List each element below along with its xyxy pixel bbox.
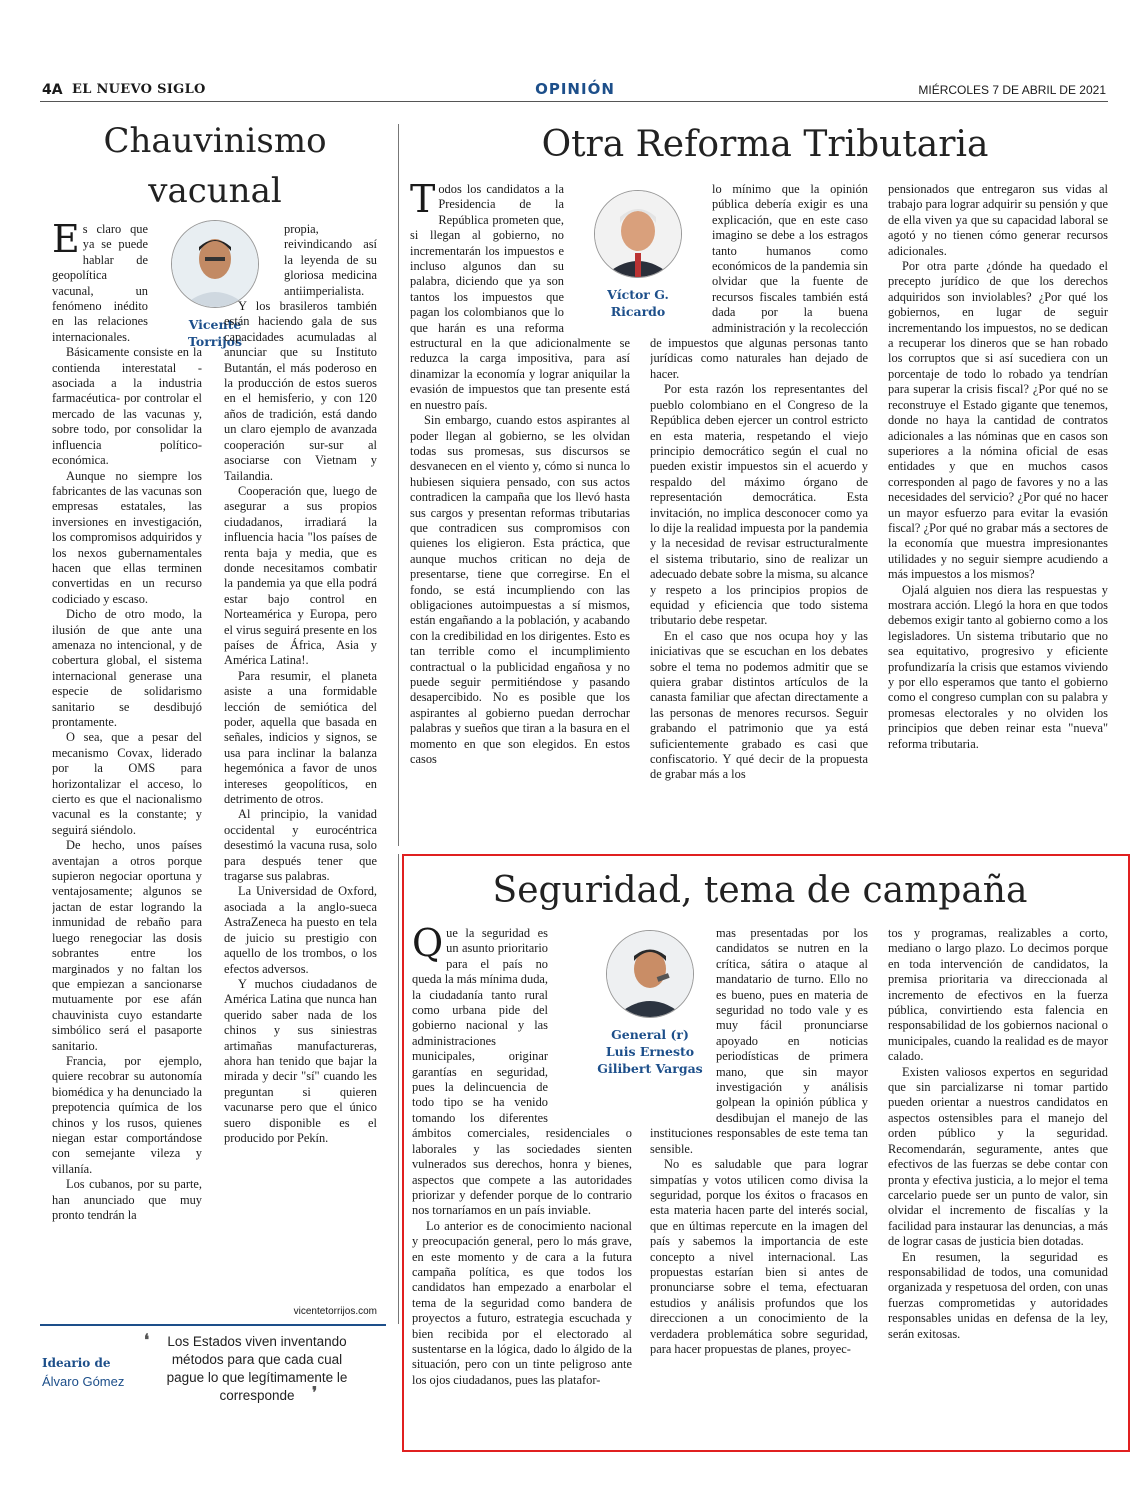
paragraph: Y los brasileros también están haciendo gala de sus capacidades acumuladas al anunciar que su Instituto Butantán, el más poderoso en la producción de estos sueros en el hemisferio, y con 120 años de tradición, está dando un claro ejemplo de avanzada cooperación sur-sur al asociarse con Vietnam y Tailandia. <box>224 299 377 483</box>
paragraph: tos y programas, realizables a corto, mediano o largo plazo. Lo decimos porque en toda intervención de candidatos, la premisa prioritaria va direccionada al incremento de efectivos en la fuerza pública, convirtiendo esta falencia en responsabilidad de los gobiernos nacional o municipales, cuando la realidad es de mayor calado. <box>888 926 1108 1064</box>
ideario-author: Álvaro Gómez <box>42 1374 125 1389</box>
author-name-line: General (r) <box>611 1027 689 1042</box>
paragraph: Ojalá alguien nos diera las respuestas y mostrara acción. Llegó la hora en que todos debemos exigir tanto al gobierno como a los legisladores. Un sistema tributario que no sea equitativo, progresivo y eficiente profundizaría la crisis que estamos viviendo y por ello esperamos que tanto el gobierno como el congreso cumplan con su palabra y promesas electorales y no olviden los principios que deben reinar esta "nueva" reforma tributaria. <box>888 582 1108 751</box>
paragraph: Francia, por ejemplo, quiere recobrar su autonomía biomédica y ha denunciado la prepotencia química de los chinos y los rusos, quienes niegan estar comportándose con semejante vileza y villanía. <box>52 1053 202 1176</box>
dropcap: E <box>52 222 80 261</box>
issue-date: MIÉRCOLES 7 DE ABRIL DE 2021 <box>918 83 1106 97</box>
section-title: OPINIÓN <box>535 80 615 98</box>
paragraph: lo mínimo que la opinión pública debería exigir es una explicación, que en este caso imagino se debe a los estragos tanto humanos como económicos de la pandemia sin olvidar que la fuente de recursos fiscales también está dada por la buena administración y la recolección de impuestos que algunas personas tanto jurídicas como naturales han dejado de hacer. <box>650 182 868 381</box>
paragraph: Y muchos ciudadanos de América Latina que nunca han querido saber nada de los chinos y sus siniestras artimañas manufactureras, ahora han tenido que bajar la mirada y decir "sí" cuando les preguntan si quieren vacunarse pero que el único suero disponible es el producido por Pekín. <box>224 976 377 1145</box>
paragraph: Cooperación que, luego de asegurar a sus propios ciudadanos, irradiará la influencia hacia "los países de renta baja y media, que es donde necesitamos combatir la pandemia ya que ella podrá estar bajo control en Norteamérica y Europa, pero el virus seguirá presente en los países de África, Asia y América Latina!. <box>224 483 377 668</box>
article-column <box>888 926 1108 1434</box>
article-title: Chauvinismo vacunal <box>103 121 327 211</box>
paragraph: De hecho, unos países aventajan a otros porque supieron negociar oportuna y ventajosamente; algunos se jactan de estar logrando la inmunidad de rebaño para luego renegociar las dosis sobrantes entre los marginados y no faltan los que empiezan a sancionarse mutuamente por ese afán chauvinista cuyo estandarte simbólico será el pasaporte sanitario. <box>52 838 202 1053</box>
author-name: Vicente Torrijos <box>187 317 243 349</box>
paragraph: Básicamente consiste en la contienda interestatal -asociada a la industria farmacéutica- por controlar el mercado de las vacunas y, sobre todo, por consolidar la influencia político-económica. <box>52 345 202 468</box>
paragraph: Sin embargo, cuando estos aspirantes al poder llegan al gobierno, se les olvidan todas sus promesas, sus discursos se desvanecen en el viento y, cómo si nunca lo hubiesen siquiera pensado, con sus actos contradicen la campaña que los llevó hasta sus cargos y presentan reformas tributarias que contradicen sus compromisos con quienes los eligieron. Esta práctica, que aunque muchos critican no deja de presentarse, tiene que corregirse. En el fondo, se está incumpliendo con las obligaciones autoimpuestas a sí mismos, están engañando a la población, y acabando con la credibilidad en los dirigentes. Esto es tan terrible como el incumplimiento contractual o la publicidad engañosa y no puede seguir permitiéndose y pasando desapercibido. No es posible que los aspirantes al gobierno puedan derrochar palabras y sueños que tiran a la basura en el momento en que son elegidos. En estos casos <box>410 413 630 767</box>
dropcap: T <box>410 182 436 221</box>
paragraph: Lo anterior es de conocimiento nacional y preocupación general, pero lo más grave, en este momento y de cara a la futura campaña política, es que todos los candidatos han empezado a enarbolar el tema de la seguridad como bandera de proyectos a futuro, estrategia escuchada y bien recibida por el electorado al sustentarse en la lógica, dado lo álgido de la situación, pero con un tinte peligroso ante los ojos ciudadanos, pues las platafor- <box>412 1218 632 1387</box>
paragraph: Los cubanos, por su parte, han anunciado que muy pronto tendrán la <box>52 1177 202 1222</box>
article-column <box>888 182 1108 842</box>
ideario-quote: Los Estados viven inventando métodos para que cada cual pague lo que legítimamente le corresponde <box>166 1334 348 1403</box>
author-name-line: Gilibert Vargas <box>597 1061 703 1076</box>
paragraph: odos los candidatos a la Presidencia de la República prometen que, si llegan al gobierno, no incrementarán los impuestos e incluso algunos dan su palabra, diciendo que ya son tantos los impuestos que pagan los colombianos que lo que harán es una reforma estructural en la que adicionalmente se reduzca la carga impositiva, para así dinamizar la economía y lograr aniquilar la evasión de impuestos que tan presente está en nuestro país. <box>410 182 630 412</box>
paragraph: Para resumir, el planeta asiste a una formidable lección de semiótica del poder, aquella que basada en señales, indicios y signos, se usa para inclinar la balanza hegemónica a favor de unos intereses geopolíticos, en detrimento de otros. <box>224 668 377 807</box>
article-column <box>412 926 632 1434</box>
ideario-rule <box>40 1324 386 1326</box>
paragraph: En el caso que nos ocupa hoy y las iniciativas que se escuchan en los debates sobre el tema no podemos admitir que se quiera grabar distintos artículos de la canasta familiar que afectan directamente a las personas de menores recursos. Seguir grabando el patrimonio que ya está suficientemente grabado es casi que confiscatorio. Y qué decir de la propuesta de grabar más a los <box>650 628 868 782</box>
article-column <box>410 182 630 842</box>
open-quote-icon: ❛ <box>144 1332 150 1349</box>
article-column <box>650 926 868 1434</box>
close-quote-icon: ❜ <box>312 1385 318 1402</box>
paragraph: ue la seguridad es un asunto prioritario para el país no queda la más mínima duda, la ciudadanía tanto rural como urbana pide del gobierno nacional y las administraciones municipales, originar garantías en seguridad, pues la delincuencia de todo tipo se ha venido tomando los diferentes ámbitos comerciales, residenciales o laborales y las sociedades sienten vulnerados sus derechos, honra y bienes, aspectos que compete a las autoridades priorizar y defender porque de lo contrario nos tornaríamos en un país inviable. <box>412 926 632 1218</box>
paragraph: Existen valiosos expertos en seguridad que sin parcializarse ni tomar partido pueden orientar a nuestros candidatos en aspectos ostensibles para el manejo del orden público y la seguridad. Recomendarán, seguramente, antes que efectivos de las fuerzas se debe contar con pronta y efectiva justicia, a lo mejor el tema carcelario puede ser un punto de valor, sin olvidar el incremento de fiscalías y la facilidad para instaurar las denuncias, a más de lograr casas de justicia bien dotadas. <box>888 1064 1108 1249</box>
paragraph: Dicho de otro modo, la ilusión de que ante una amenaza no intencional, y de cobertura global, el sistema internacional generase una especie de solidarismo sanitario se desdibujó prontamente. <box>52 607 202 729</box>
paragraph: mas presentadas por los candidatos se nutren en la crítica, sátira o ataque al mandatario de turno. Ello no es bueno, pues en materia de seguridad no todo vale y es muy fácil pronunciarse apoyado en noticias periodísticas de primera mano, que sin mayor investigación y análisis golpean la opinión pública y desdibujan el manejo de las instituciones responsables de este tema tan sensible. <box>650 926 868 1156</box>
newspaper-name: EL NUEVO SIGLO <box>72 82 206 97</box>
paragraph: La Universidad de Oxford, asociada a la anglo-sueca AstraZeneca ha puesto en tela de juicio su prestigio con aquello de los trombos, o los efectos adversos. <box>224 884 377 976</box>
dropcap: Q <box>412 926 444 965</box>
article-column <box>650 182 868 842</box>
article-column <box>52 222 202 1322</box>
paragraph: s claro que ya se puede hablar de geopolítica vacunal, un fenómeno inédito en las relaciones internacionales. <box>52 222 148 344</box>
paragraph: Por otra parte ¿dónde ha quedado el precepto jurídico de que los derechos adquiridos son inviolables? ¿Por qué los gobiernos, en lugar de seguir incrementando los impuestos, no se dedican a recuperar los dineros que se han robado los corruptos que si así sucediera con un porcentaje de todo lo robado ya tendrían para superar la crisis fiscal? ¿Por qué no se reconstruye el Estado gigante que tenemos, donde no haya la cantidad de contratos adicionales a las nóminas que en casos son superiores a la nómina oficial de esas entidades y que en muchos casos corresponden al pago de favores y no a las necesidades del servicio? ¿Por qué no hacer un mayor esfuerzo para evitar la evasión fiscal? ¿Por qué no grabar más a sectores de la economía que muestra impresionantes utilidades y no seguir siempre acudiendo a más impuestos a los mismos? <box>888 259 1108 582</box>
author-name: Víctor G. Ricardo <box>607 287 669 319</box>
author-name-line: Luis Ernesto <box>605 1044 695 1059</box>
ideario-title: Ideario de <box>42 1356 111 1370</box>
author-website: vicentetorrijos.com <box>293 1306 377 1317</box>
article-column <box>224 222 377 1302</box>
paragraph: Por esta razón los representantes del pueblo colombiano en el Congreso de la República deben ejercer un control estricto en esta materia, respetando el viejo principio democrático según el cual no pueden existir impuestos sin el acuerdo y respaldo del máximo órgano de representación democrática. Esta invitación, no implica desconocer como ya lo dije la realidad impuesta por la pandemia y la necesidad de revisar estructuralmente el sistema tributario, sino de realizar un adecuado debate sobre la misma, su alcance y respeto a los principios propios de equidad y eficiencia que todo sistema tributario debe respetar. <box>650 382 868 628</box>
paragraph: Al principio, la vanidad occidental y eurocéntrica desestimó la vacuna rusa, solo para después tener que tragarse sus palabras. <box>224 807 377 884</box>
article-title: Seguridad, tema de campaña <box>492 870 1028 911</box>
paragraph: propia, reivindicando así la leyenda de su gloriosa medicina antiimperialista. <box>284 222 377 298</box>
paragraph: Aunque no siempre los fabricantes de las vacunas son empresas estatales, las inversiones en investigación, los compromisos adquiridos y los nexos gubernamentales hacen que ellas terminen convertidas en un recurso codiciado y escaso. <box>52 468 202 606</box>
paragraph: En resumen, la seguridad es responsabilidad de todos, una comunidad organizada y respetuosa del orden, con unas fuerzas comprometidas y autoridades responsables unidas en defensa de la ley, serán exitosas. <box>888 1249 1108 1341</box>
column-divider <box>398 124 399 846</box>
paragraph: No es saludable que para lograr simpatías y votos utilicen como divisa la seguridad, porque los éxitos o fracasos en esta materia hacen parte del interés social, que en últimas repercute en la imagen del país y sabemos la importancia de este concepto a nivel internacional. Las propuestas estarían bien si antes de pronunciarse sobre el tema, efectuaran estudios y análisis profundos que los direccionen a un conocimiento de la verdadera problemática sobre seguridad, para hacer propuestas de planes, proyec- <box>650 1157 868 1356</box>
article-title: Otra Reforma Tributaria <box>541 124 989 165</box>
page-number: 4A <box>42 82 63 98</box>
header-rule <box>40 101 1108 102</box>
paragraph: pensionados que entregaron sus vidas al trabajo para lograr adquirir su pensión y que de ella viven ya que su capacidad laboral se agotó y no tienen cómo generar recursos adicionales. <box>888 182 1108 258</box>
column-divider <box>398 854 399 1324</box>
paragraph: O sea, que a pesar del mecanismo Covax, liderado por la OMS para horizontalizar el acceso, lo cierto es que el nacionalismo vacunal es la constante; y seguirá siéndolo. <box>52 730 202 837</box>
